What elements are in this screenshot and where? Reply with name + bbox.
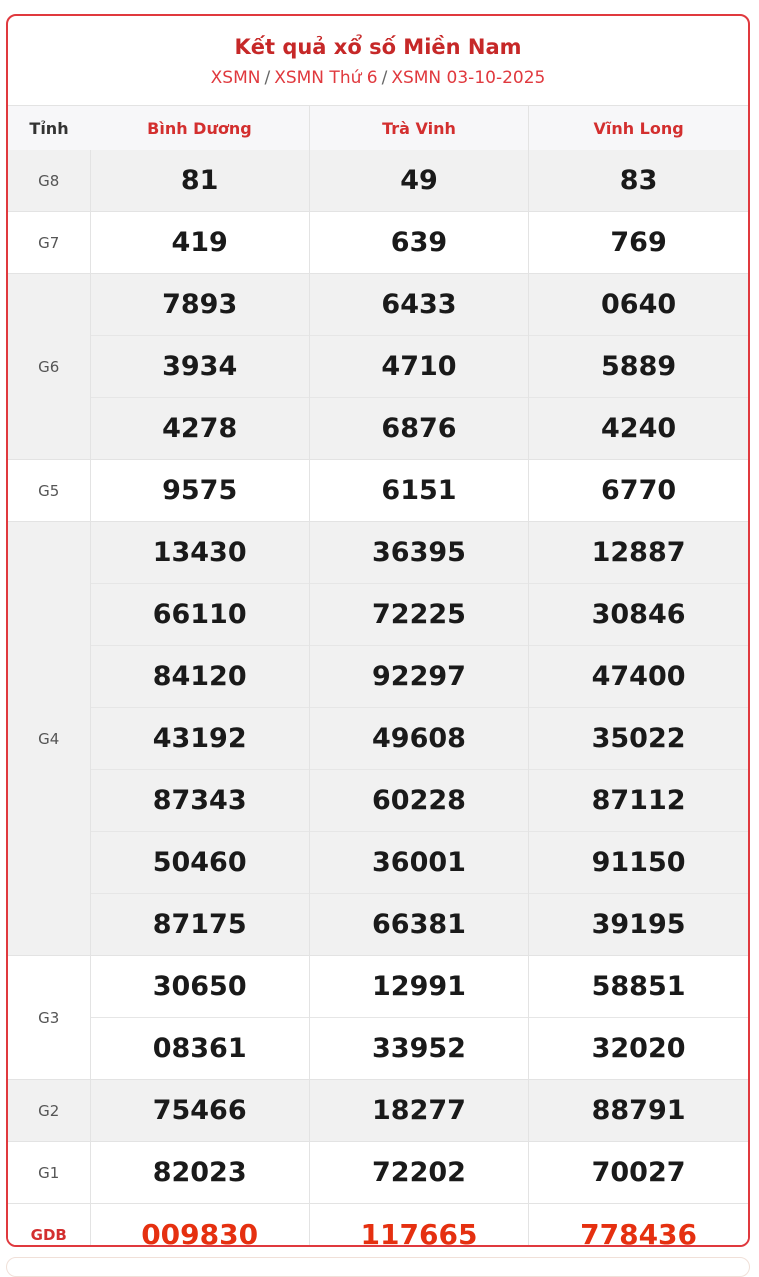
breadcrumb: [8, 66, 748, 90]
next-card-edge: [6, 1257, 750, 1277]
prize-row-g3: [8, 956, 748, 1018]
prize-row-g1: [8, 1142, 748, 1204]
prize-row-g8: [8, 150, 748, 212]
prize-number: 6433: [309, 274, 528, 336]
prize-row-g4: [8, 522, 748, 584]
prize-number: 43192: [90, 708, 309, 770]
prize-number: 769: [529, 212, 748, 274]
prize-number: 639: [309, 212, 528, 274]
prize-number: 30650: [90, 956, 309, 1018]
prize-row-g6: [8, 336, 748, 398]
prize-row-gdb: [8, 1204, 748, 1248]
column-header-province: Tỉnh: [8, 106, 90, 150]
table-header-row: [8, 106, 748, 150]
prize-number: 58851: [529, 956, 748, 1018]
prize-row-g2: [8, 1080, 748, 1142]
prize-number: 4278: [90, 398, 309, 460]
prize-number: 66381: [309, 894, 528, 956]
prize-label: G2: [8, 1080, 90, 1142]
prize-row-g7: [8, 212, 748, 274]
prize-number: 60228: [309, 770, 528, 832]
page-title: Kết quả xổ số Miền Nam: [234, 35, 522, 59]
prize-number: 0640: [529, 274, 748, 336]
prize-number: 84120: [90, 646, 309, 708]
prize-row-g3: [8, 1018, 748, 1080]
breadcrumb-separator: /: [264, 68, 271, 88]
prize-number: 4710: [309, 336, 528, 398]
prize-row-g4: [8, 584, 748, 646]
column-header-tra-vinh[interactable]: Trà Vinh: [309, 106, 528, 150]
prize-number: 12991: [309, 956, 528, 1018]
prize-number: 87112: [529, 770, 748, 832]
prize-row-g4: [8, 894, 748, 956]
prize-number: 91150: [529, 832, 748, 894]
prize-number: 87175: [90, 894, 309, 956]
prize-number: 117665: [309, 1204, 528, 1248]
prize-number: 32020: [529, 1018, 748, 1080]
prize-number: 88791: [529, 1080, 748, 1142]
breadcrumb-link-xsmn[interactable]: XSMN: [210, 68, 261, 88]
column-header-binh-duong[interactable]: Bình Dương: [90, 106, 309, 150]
prize-number: 33952: [309, 1018, 528, 1080]
prize-number: 7893: [90, 274, 309, 336]
prize-number: 6770: [529, 460, 748, 522]
prize-number: 49608: [309, 708, 528, 770]
prize-number: 72225: [309, 584, 528, 646]
prize-number: 08361: [90, 1018, 309, 1080]
prize-number: 009830: [90, 1204, 309, 1248]
prize-number: 82023: [90, 1142, 309, 1204]
prize-label: G7: [8, 212, 90, 274]
prize-number: 6876: [309, 398, 528, 460]
prize-number: 30846: [529, 584, 748, 646]
prize-row-g4: [8, 646, 748, 708]
results-card: [6, 14, 750, 1247]
prize-number: 778436: [529, 1204, 748, 1248]
prize-number: 35022: [529, 708, 748, 770]
prize-number: 6151: [309, 460, 528, 522]
prize-number: 9575: [90, 460, 309, 522]
breadcrumb-link-date[interactable]: XSMN 03-10-2025: [391, 68, 546, 88]
prize-row-g5: [8, 460, 748, 522]
prize-number: 47400: [529, 646, 748, 708]
prize-number: 3934: [90, 336, 309, 398]
prize-number: 72202: [309, 1142, 528, 1204]
prize-label: G4: [8, 522, 90, 956]
prize-row-g4: [8, 770, 748, 832]
results-body: [8, 150, 748, 1247]
breadcrumb-separator: /: [381, 68, 388, 88]
prize-number: 50460: [90, 832, 309, 894]
prize-label: G6: [8, 274, 90, 460]
prize-number: 18277: [309, 1080, 528, 1142]
prize-number: 87343: [90, 770, 309, 832]
prize-label: G8: [8, 150, 90, 212]
prize-number: 70027: [529, 1142, 748, 1204]
breadcrumb-link-xsmn-thu6[interactable]: XSMN Thứ 6: [274, 68, 378, 88]
results-table: [8, 106, 748, 1247]
prize-number: 419: [90, 212, 309, 274]
prize-number: 49: [309, 150, 528, 212]
prize-number: 4240: [529, 398, 748, 460]
prize-row-g6: [8, 274, 748, 336]
prize-number: 5889: [529, 336, 748, 398]
prize-number: 12887: [529, 522, 748, 584]
prize-row-g4: [8, 832, 748, 894]
prize-row-g4: [8, 708, 748, 770]
prize-label: G3: [8, 956, 90, 1080]
prize-number: 81: [90, 150, 309, 212]
column-header-vinh-long[interactable]: Vĩnh Long: [529, 106, 748, 150]
prize-number: 66110: [90, 584, 309, 646]
prize-number: 36395: [309, 522, 528, 584]
prize-number: 36001: [309, 832, 528, 894]
prize-label: GDB: [8, 1204, 90, 1248]
prize-number: 13430: [90, 522, 309, 584]
prize-label: G1: [8, 1142, 90, 1204]
prize-row-g6: [8, 398, 748, 460]
results-header: [8, 16, 748, 106]
prize-number: 92297: [309, 646, 528, 708]
prize-number: 39195: [529, 894, 748, 956]
prize-label: G5: [8, 460, 90, 522]
prize-number: 83: [529, 150, 748, 212]
prize-number: 75466: [90, 1080, 309, 1142]
